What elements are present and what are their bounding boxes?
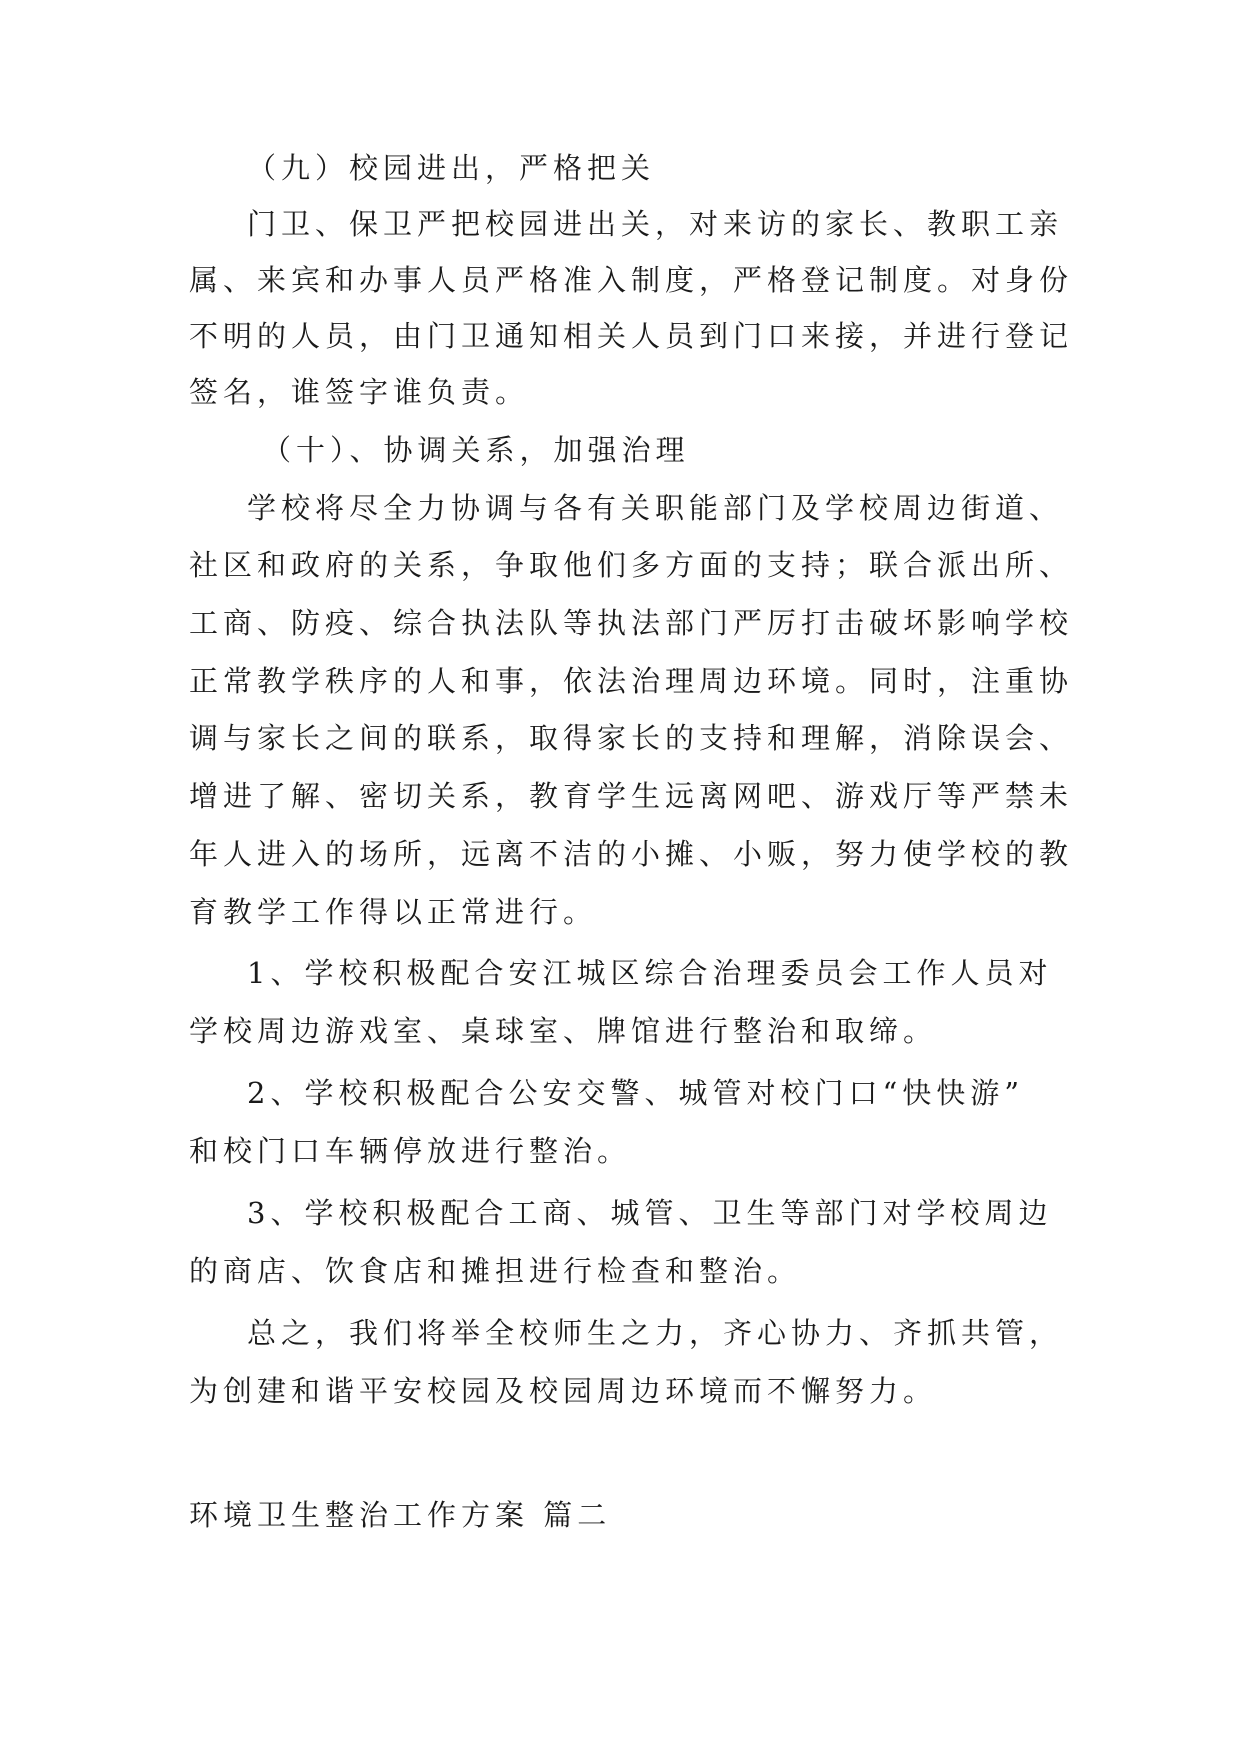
list-item-3: 3、学校积极配合工商、城管、卫生等部门对学校周边 [247,1196,1053,1230]
paragraph-line: 门卫、保卫严把校园进出关，对来访的家长、教职工亲 [247,207,1064,241]
paragraph-line: 工商、防疫、综合执法队等执法部门严厉打击破坏影响学校 [189,606,1074,640]
paragraph-line: 育教学工作得以正常进行。 [189,895,598,929]
paragraph-line: 学校将尽全力协调与各有关职能部门及学校周边街道、 [247,491,1064,525]
section-heading-10: （十）、协调关系，加强治理 [262,433,690,467]
paragraph-line: 社区和政府的关系，争取他们多方面的支持；联合派出所、 [189,548,1074,582]
paragraph-line: 调与家长之间的联系，取得家长的支持和理解，消除误会、 [189,721,1074,755]
list-item-2: 2、学校积极配合公安交警、城管对校门口“快快游” [247,1076,1025,1110]
paragraph-line: 增进了解、密切关系，教育学生远离网吧、游戏厅等严禁未 [189,779,1074,813]
paragraph-line: 和校门口车辆停放进行整治。 [189,1134,632,1168]
paragraph-line: 属、来宾和办事人员严格准入制度，严格登记制度。对身份 [189,263,1074,297]
paragraph-line: 总之，我们将举全校师生之力，齐心协力、齐抓共管， [247,1316,1064,1350]
paragraph-line: 不明的人员，由门卫通知相关人员到门口来接，并进行登记 [189,319,1074,353]
list-item-1: 1、学校积极配合安江城区综合治理委员会工作人员对 [247,956,1053,990]
section-heading-9: （九）校园进出，严格把关 [247,151,656,185]
paragraph-line: 签名，谁签字谁负责。 [189,375,530,409]
section-title: 环境卫生整治工作方案 篇二 [189,1498,612,1532]
paragraph-line: 的商店、饮食店和摊担进行检查和整治。 [189,1254,802,1288]
paragraph-line: 学校周边游戏室、桌球室、牌馆进行整治和取缔。 [189,1014,938,1048]
paragraph-line: 正常教学秩序的人和事，依法治理周边环境。同时，注重协 [189,664,1074,698]
paragraph-line: 年人进入的场所，远离不洁的小摊、小贩，努力使学校的教 [189,837,1074,871]
paragraph-line: 为创建和谐平安校园及校园周边环境而不懈努力。 [189,1374,938,1408]
